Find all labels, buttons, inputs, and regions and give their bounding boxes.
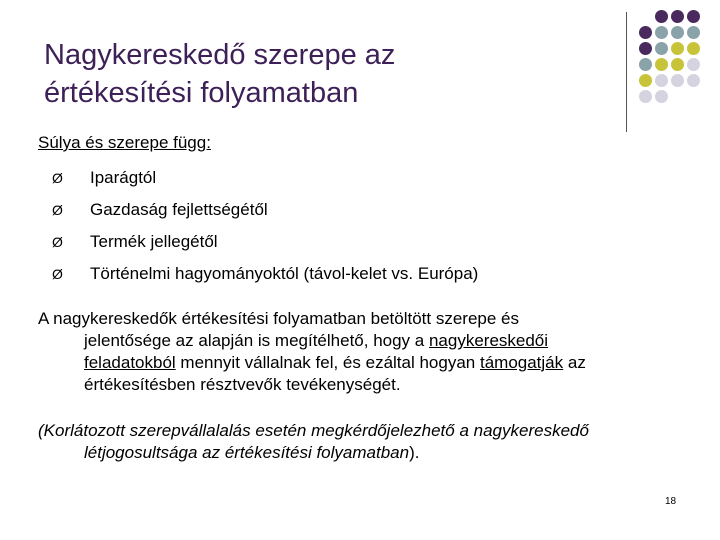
decorative-dot <box>687 10 700 23</box>
bullet-text: Iparágtól <box>90 168 157 187</box>
paragraph-text: jelentősége az alapján is megítélhető, hogy a <box>84 331 429 350</box>
bullet-item <box>52 194 478 226</box>
arrow-bullet-icon: Ø <box>52 170 63 186</box>
decorative-dot <box>671 58 684 71</box>
decorative-dot <box>687 58 700 71</box>
decorative-dot <box>639 58 652 71</box>
decorative-dot <box>655 10 668 23</box>
paragraph-indent <box>38 330 678 396</box>
underlined-term: feladatokból <box>84 353 176 372</box>
bullet-list <box>52 162 478 290</box>
decorative-dot <box>687 42 700 55</box>
body-paragraph <box>38 308 678 396</box>
paragraph-text: A nagykereskedők értékesítési folyamatban betöltött szerepe és <box>38 309 519 328</box>
decorative-dot <box>655 26 668 39</box>
paragraph-text: értékesítésben résztvevők tevékenységét. <box>84 375 401 394</box>
note-text: (Korlátozott szerepvállalalás esetén megkérdőjelezhető a nagykereskedő <box>38 421 589 440</box>
decorative-dot <box>655 58 668 71</box>
decorative-dot-grid <box>639 10 719 110</box>
italic-note <box>38 420 698 464</box>
decorative-dot <box>671 26 684 39</box>
decorative-dot <box>655 74 668 87</box>
title-line-2: értékesítési folyamatban <box>44 77 359 109</box>
decorative-dot <box>687 74 700 87</box>
page-number: 18 <box>665 496 677 507</box>
decorative-divider <box>626 12 627 132</box>
paragraph-text: az <box>563 353 586 372</box>
bullet-text: Termék jellegétől <box>90 232 218 251</box>
decorative-dot <box>639 74 652 87</box>
arrow-bullet-icon: Ø <box>52 202 63 218</box>
underlined-term: nagykereskedői <box>428 331 549 350</box>
decorative-dot <box>639 26 652 39</box>
decorative-dot <box>655 42 668 55</box>
arrow-bullet-icon: Ø <box>52 234 63 250</box>
bullet-item <box>52 226 478 258</box>
note-indent <box>38 442 698 464</box>
decorative-dot <box>671 74 684 87</box>
bullet-item <box>52 258 478 290</box>
title-line-1: Nagykereskedő szerepe az <box>44 39 396 71</box>
decorative-dot <box>639 90 652 103</box>
intro-heading: Súlya és szerepe függ: <box>38 133 211 152</box>
decorative-dot <box>639 42 652 55</box>
paragraph-text: mennyit vállalnak fel, és ezáltal hogyan <box>175 353 480 372</box>
bullet-item <box>52 162 478 194</box>
decorative-dot <box>671 42 684 55</box>
arrow-bullet-icon: Ø <box>52 266 63 282</box>
decorative-dot <box>687 26 700 39</box>
bullet-text: Történelmi hagyományoktól (távol-kelet vs. Európa) <box>90 264 479 283</box>
note-text: létjogosultsága az értékesítési folyamatban <box>84 443 410 462</box>
note-text: ). <box>409 443 420 462</box>
slide-title <box>44 36 604 112</box>
underlined-term: támogatják <box>479 353 564 372</box>
bullet-text: Gazdaság fejlettségétől <box>90 200 268 219</box>
decorative-dot <box>655 90 668 103</box>
decorative-dot <box>671 10 684 23</box>
